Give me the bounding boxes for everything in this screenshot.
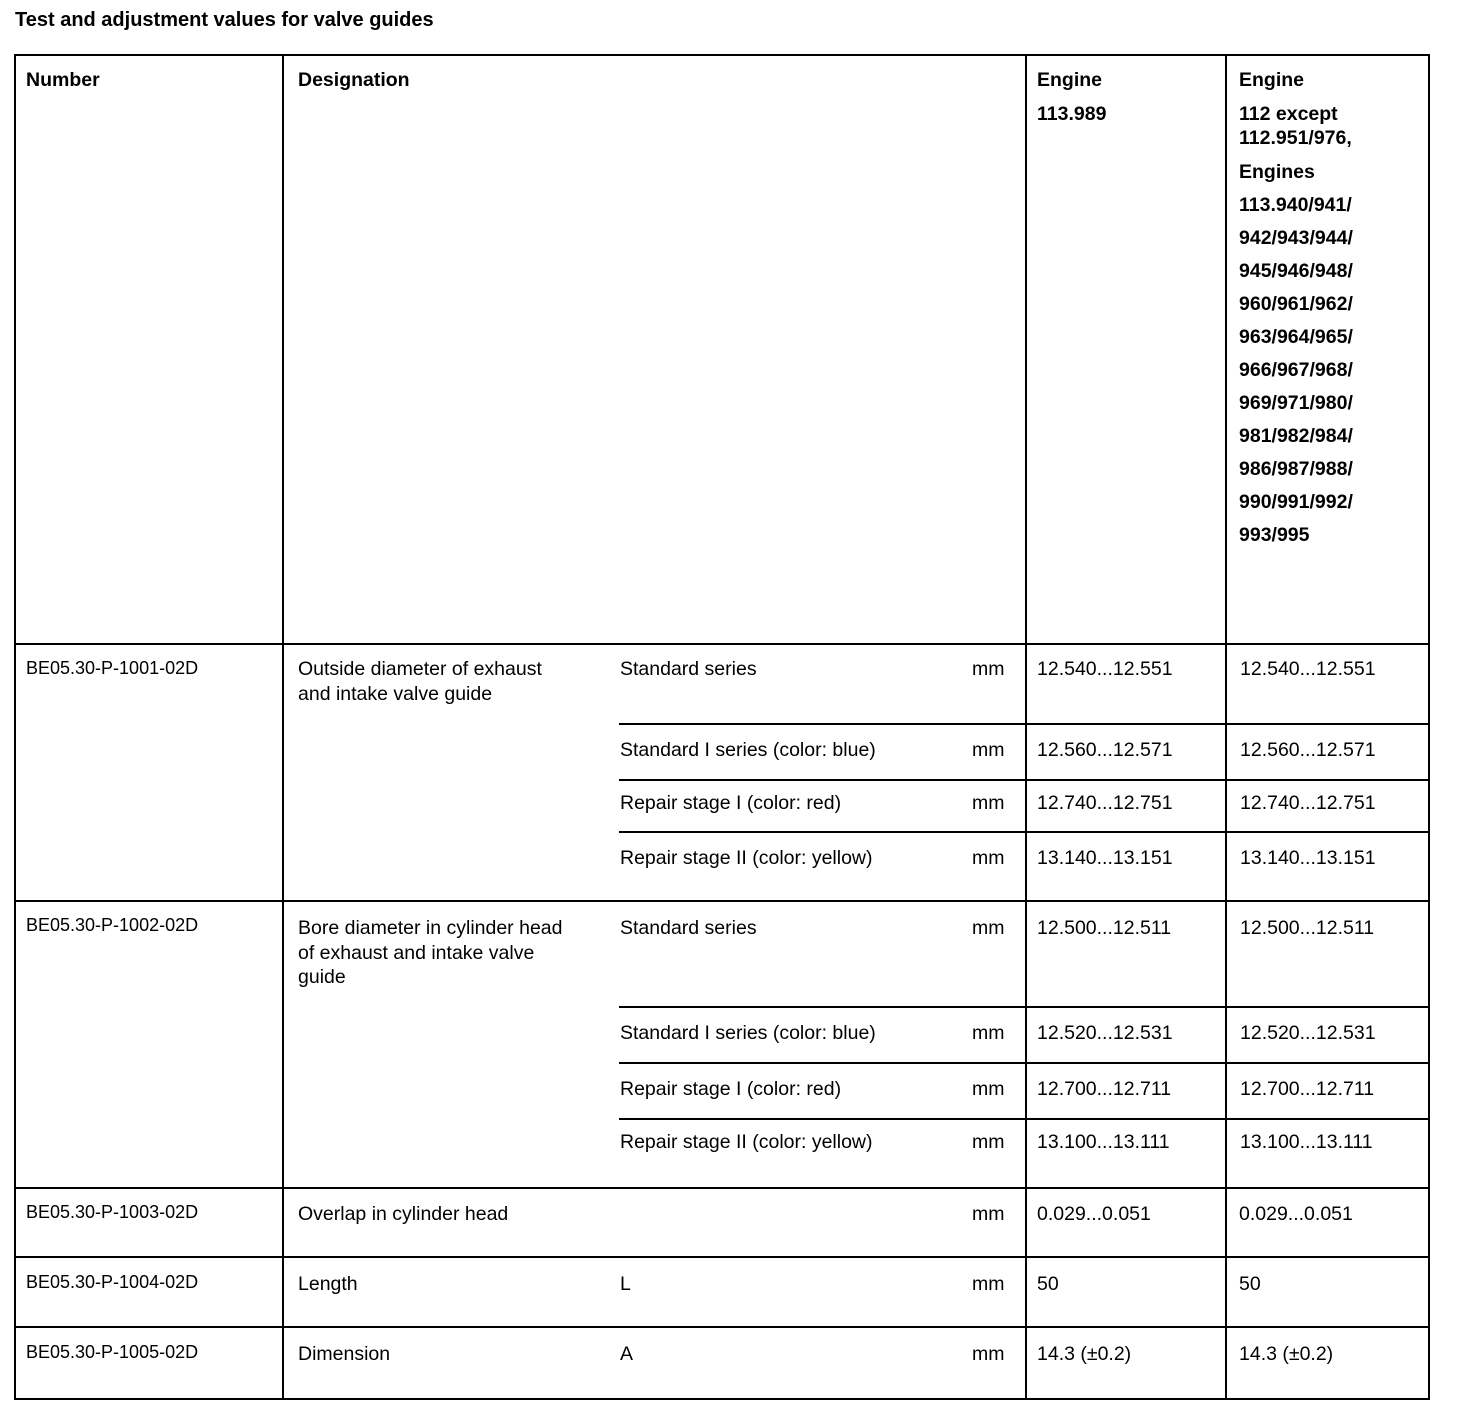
table-border-left [14, 54, 16, 1400]
row-value-engine1: 12.740...12.751 [1037, 792, 1173, 814]
page-title: Test and adjustment values for valve guides [15, 9, 434, 31]
header-engine2-model: 112 except [1239, 103, 1338, 125]
header-engine1-label: Engine [1037, 69, 1103, 91]
subrow-sep [619, 723, 1430, 725]
col-sep-number [282, 54, 284, 1400]
engine-list-line: 960/961/962/ [1239, 293, 1353, 315]
row-number: BE05.30-P-1001-02D [26, 658, 199, 678]
col-sep-engine2 [1225, 54, 1227, 1400]
row-value-engine2: 13.140...13.151 [1240, 847, 1376, 869]
engine-list-line: 942/943/944/ [1239, 227, 1353, 249]
row-value-engine1: 12.520...12.531 [1037, 1022, 1173, 1044]
row-unit: mm [972, 1343, 1005, 1365]
header-engine2-model: 112.951/976, [1239, 127, 1352, 149]
row-variant: Repair stage I (color: red) [620, 792, 842, 814]
engine-list-line: 990/991/992/ [1239, 491, 1353, 513]
row-variant: Repair stage I (color: red) [620, 1078, 842, 1100]
header-engine2-label: Engine [1239, 69, 1305, 91]
row-designation: Bore diameter in cylinder head [298, 917, 563, 939]
row-number: BE05.30-P-1002-02D [26, 915, 199, 935]
header-engine1-model: 113.989 [1037, 103, 1107, 125]
row-unit: mm [972, 1273, 1005, 1295]
row-value-engine2: 12.540...12.551 [1240, 658, 1376, 680]
row-value-engine1: 50 [1037, 1273, 1059, 1295]
header-number: Number [26, 69, 100, 91]
engine-list-line: 966/967/968/ [1239, 359, 1353, 381]
engine-list-line: 113.940/941/ [1239, 194, 1352, 216]
row-designation: guide [298, 966, 346, 988]
row-value-engine1: 12.700...12.711 [1037, 1078, 1172, 1100]
row-sep-group2 [14, 1187, 1430, 1189]
row-value-engine2: 13.100...13.111 [1240, 1131, 1373, 1153]
row-unit: mm [972, 739, 1005, 761]
row-unit: mm [972, 1131, 1005, 1153]
row-designation: Dimension [298, 1343, 391, 1365]
row-unit: mm [972, 1203, 1005, 1225]
row-variant: L [620, 1273, 631, 1295]
row-unit: mm [972, 1022, 1005, 1044]
row-value-engine1: 0.029...0.051 [1037, 1203, 1151, 1225]
row-value-engine2: 0.029...0.051 [1239, 1203, 1353, 1225]
valve-guide-table [14, 54, 1430, 1400]
engine-list-line: 945/946/948/ [1239, 260, 1353, 282]
table-border-bottom [14, 1398, 1430, 1400]
subrow-sep [619, 1062, 1430, 1064]
subrow-sep [619, 831, 1430, 833]
row-value-engine2: 12.700...12.711 [1240, 1078, 1375, 1100]
row-value-engine1: 12.560...12.571 [1037, 739, 1173, 761]
row-value-engine2: 12.520...12.531 [1240, 1022, 1376, 1044]
row-designation: Overlap in cylinder head [298, 1203, 509, 1225]
row-sep-group1 [14, 900, 1430, 902]
row-value-engine1: 12.500...12.511 [1037, 917, 1172, 939]
subrow-sep [619, 1006, 1430, 1008]
row-variant: Standard series [620, 658, 757, 680]
row-value-engine1: 12.540...12.551 [1037, 658, 1173, 680]
row-number: BE05.30-P-1003-02D [26, 1202, 199, 1222]
row-designation: and intake valve guide [298, 683, 493, 705]
row-value-engine2: 12.560...12.571 [1240, 739, 1376, 761]
row-value-engine2: 14.3 (±0.2) [1239, 1343, 1334, 1365]
row-unit: mm [972, 1078, 1005, 1100]
subrow-sep [619, 779, 1430, 781]
row-value-engine2: 12.740...12.751 [1240, 792, 1376, 814]
row-unit: mm [972, 658, 1005, 680]
row-variant: Standard I series (color: blue) [620, 1022, 876, 1044]
table-border-right [1428, 54, 1430, 1400]
row-number: BE05.30-P-1005-02D [26, 1342, 199, 1362]
row-sep-header [14, 643, 1430, 645]
row-designation: Outside diameter of exhaust [298, 658, 542, 680]
row-sep-1003 [14, 1256, 1430, 1258]
row-unit: mm [972, 792, 1005, 814]
row-value-engine2: 12.500...12.511 [1240, 917, 1375, 939]
row-value-engine1: 13.100...13.111 [1037, 1131, 1170, 1153]
table-border-top [14, 54, 1430, 56]
row-value-engine1: 13.140...13.151 [1037, 847, 1173, 869]
row-unit: mm [972, 917, 1005, 939]
engine-list-line: 986/987/988/ [1239, 458, 1353, 480]
row-value-engine1: 14.3 (±0.2) [1037, 1343, 1132, 1365]
engine-list-line: 993/995 [1239, 524, 1310, 546]
row-variant: Repair stage II (color: yellow) [620, 847, 873, 869]
row-designation: of exhaust and intake valve [298, 942, 535, 964]
row-variant: Standard series [620, 917, 757, 939]
row-unit: mm [972, 847, 1005, 869]
header-engine2-engine-list [1239, 160, 1353, 556]
row-variant: A [620, 1343, 634, 1365]
subrow-sep [619, 1118, 1430, 1120]
engine-list-line: 963/964/965/ [1239, 326, 1353, 348]
row-variant: Standard I series (color: blue) [620, 739, 876, 761]
row-variant: Repair stage II (color: yellow) [620, 1131, 873, 1153]
row-number: BE05.30-P-1004-02D [26, 1272, 199, 1292]
col-sep-engine1 [1025, 54, 1027, 1400]
row-value-engine2: 50 [1239, 1273, 1261, 1295]
engine-list-line: Engines [1239, 161, 1315, 183]
engine-list-line: 981/982/984/ [1239, 425, 1353, 447]
row-sep-1004 [14, 1326, 1430, 1328]
engine-list-line: 969/971/980/ [1239, 392, 1353, 414]
row-designation: Length [298, 1273, 358, 1295]
header-designation: Designation [298, 69, 410, 91]
